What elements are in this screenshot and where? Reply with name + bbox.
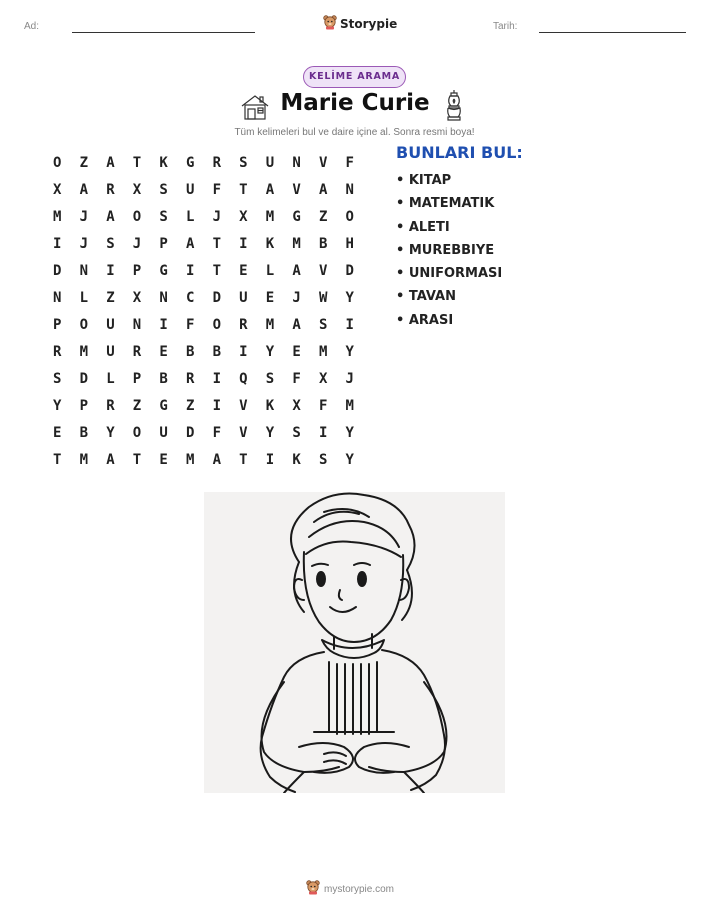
date-line[interactable] bbox=[539, 32, 686, 33]
grid-letter[interactable]: A bbox=[318, 181, 328, 198]
grid-letter[interactable]: Y bbox=[53, 397, 62, 414]
grid-letter[interactable]: E bbox=[53, 424, 62, 441]
footer-site[interactable]: mystorypie.com bbox=[324, 883, 395, 895]
grid-letter[interactable]: I bbox=[53, 235, 62, 252]
word-list-title: BUNLARI BUL: bbox=[396, 143, 523, 162]
grid-letter[interactable]: J bbox=[292, 289, 301, 306]
grid-letter[interactable]: O bbox=[212, 316, 221, 333]
grid-letter[interactable]: R bbox=[132, 343, 142, 360]
grid-row bbox=[48, 176, 367, 203]
grid-letter[interactable]: M bbox=[292, 235, 301, 252]
grid-letter[interactable]: N bbox=[132, 316, 142, 333]
grid-letter[interactable]: T bbox=[212, 235, 221, 252]
grid-letter[interactable]: F bbox=[292, 370, 301, 387]
grid-letter[interactable]: U bbox=[265, 154, 275, 171]
word-list-item: • TAVAN bbox=[396, 289, 456, 305]
grid-letter[interactable]: G bbox=[292, 208, 301, 225]
word-list-item: • ALETI bbox=[396, 219, 450, 235]
grid-letter[interactable]: T bbox=[132, 154, 142, 171]
grid-letter[interactable]: M bbox=[79, 451, 89, 468]
grid-letter[interactable]: V bbox=[292, 181, 301, 198]
grid-letter[interactable]: Y bbox=[345, 343, 354, 360]
grid-row bbox=[48, 257, 367, 284]
word-list-item: • ARASI bbox=[396, 312, 454, 328]
grid-letter[interactable]: T bbox=[239, 451, 248, 468]
grid-letter[interactable]: E bbox=[265, 289, 275, 306]
grid-letter[interactable]: T bbox=[132, 451, 142, 468]
page-title: Marie Curie bbox=[280, 90, 430, 116]
grid-letter[interactable]: N bbox=[53, 289, 62, 306]
grid-letter[interactable]: L bbox=[265, 262, 275, 279]
grid-letter[interactable]: V bbox=[239, 424, 248, 441]
grid-letter[interactable]: O bbox=[345, 208, 354, 225]
grid-letter[interactable]: F bbox=[212, 181, 221, 198]
grid-row bbox=[48, 392, 367, 419]
grid-letter[interactable]: S bbox=[292, 424, 301, 441]
grid-letter[interactable]: J bbox=[345, 370, 354, 387]
grid-letter[interactable]: O bbox=[53, 154, 62, 171]
grid-letter[interactable]: M bbox=[265, 316, 275, 333]
grid-letter[interactable]: T bbox=[212, 262, 221, 279]
grid-letter[interactable]: R bbox=[106, 181, 115, 198]
grid-letter[interactable]: L bbox=[79, 289, 89, 306]
grid-letter[interactable]: J bbox=[79, 235, 89, 252]
grid-letter[interactable]: R bbox=[53, 343, 62, 360]
grid-letter[interactable]: A bbox=[106, 208, 115, 225]
grid-letter[interactable]: I bbox=[159, 316, 168, 333]
word-list-item: • MUREBBIYE bbox=[396, 242, 495, 258]
grid-letter[interactable]: E bbox=[159, 451, 168, 468]
grid-letter[interactable]: V bbox=[318, 262, 328, 279]
grid-letter[interactable]: B bbox=[318, 235, 328, 252]
grid-letter[interactable]: P bbox=[159, 235, 168, 252]
grid-letter[interactable]: X bbox=[132, 289, 142, 306]
grid-letter[interactable]: I bbox=[212, 370, 221, 387]
grid-letter[interactable]: L bbox=[185, 208, 195, 225]
grid-letter[interactable]: N bbox=[79, 262, 89, 279]
grid-letter[interactable]: Q bbox=[239, 370, 248, 387]
grid-letter[interactable]: E bbox=[159, 343, 168, 360]
grid-letter[interactable]: S bbox=[318, 451, 328, 468]
grid-letter[interactable]: H bbox=[345, 235, 354, 252]
grid-letter[interactable]: R bbox=[185, 370, 195, 387]
grid-letter[interactable]: I bbox=[185, 262, 195, 279]
grid-letter[interactable]: S bbox=[265, 370, 275, 387]
oil-lamp-icon bbox=[444, 89, 464, 127]
grid-letter[interactable]: F bbox=[185, 316, 195, 333]
grid-letter[interactable]: X bbox=[239, 208, 248, 225]
grid-letter[interactable]: P bbox=[53, 316, 62, 333]
grid-letter[interactable]: A bbox=[265, 181, 275, 198]
grid-letter[interactable]: J bbox=[212, 208, 221, 225]
grid-row bbox=[48, 419, 367, 446]
word-list-item: • MATEMATIK bbox=[396, 196, 495, 212]
grid-letter[interactable]: B bbox=[159, 370, 168, 387]
activity-badge: KELİME ARAMA bbox=[303, 66, 406, 88]
grid-letter[interactable]: U bbox=[185, 181, 195, 198]
brand-name: Storypie bbox=[340, 17, 398, 31]
grid-letter[interactable]: U bbox=[239, 289, 248, 306]
brand-logo bbox=[323, 14, 397, 34]
grid-letter[interactable]: I bbox=[106, 262, 115, 279]
grid-letter[interactable]: G bbox=[185, 154, 195, 171]
grid-letter[interactable]: X bbox=[292, 397, 301, 414]
word-list-item: • KITAP bbox=[396, 173, 452, 188]
grid-letter[interactable]: F bbox=[318, 397, 328, 414]
grid-letter[interactable]: D bbox=[212, 289, 221, 306]
storypie-bear-icon bbox=[306, 879, 320, 899]
grid-letter[interactable]: S bbox=[159, 208, 168, 225]
grid-letter[interactable]: S bbox=[53, 370, 62, 387]
grid-letter[interactable]: J bbox=[132, 235, 142, 252]
grid-letter[interactable]: R bbox=[239, 316, 248, 333]
grid-letter[interactable]: I bbox=[265, 451, 275, 468]
grid-letter[interactable]: N bbox=[345, 181, 354, 198]
grid-letter[interactable]: I bbox=[212, 397, 221, 414]
grid-letter[interactable]: A bbox=[106, 154, 115, 171]
grid-letter[interactable]: K bbox=[292, 451, 301, 468]
grid-row bbox=[48, 284, 367, 311]
grid-letter[interactable]: M bbox=[265, 208, 275, 225]
grid-letter[interactable]: I bbox=[318, 424, 328, 441]
grid-letter[interactable]: O bbox=[132, 208, 142, 225]
grid-letter[interactable]: S bbox=[239, 154, 248, 171]
grid-letter[interactable]: M bbox=[53, 208, 62, 225]
grid-letter[interactable]: E bbox=[239, 262, 248, 279]
instructions: Tüm kelimeleri bul ve daire içine al. Sonra resmi boya! bbox=[234, 127, 475, 138]
word-search-grid bbox=[48, 149, 367, 473]
storypie-bear-icon bbox=[323, 14, 337, 34]
grid-letter[interactable]: K bbox=[159, 154, 168, 171]
grid-letter[interactable]: P bbox=[79, 397, 89, 414]
house-icon bbox=[240, 93, 270, 125]
grid-letter[interactable]: V bbox=[318, 154, 328, 171]
grid-letter[interactable]: Y bbox=[265, 424, 275, 441]
grid-letter[interactable]: Y bbox=[345, 451, 354, 468]
grid-letter[interactable]: A bbox=[79, 181, 89, 198]
grid-letter[interactable]: Y bbox=[265, 343, 275, 360]
grid-letter[interactable]: S bbox=[159, 181, 168, 198]
grid-letter[interactable]: W bbox=[318, 289, 328, 306]
grid-letter[interactable]: G bbox=[159, 262, 168, 279]
grid-letter[interactable]: M bbox=[79, 343, 89, 360]
grid-letter[interactable]: G bbox=[159, 397, 168, 414]
grid-row bbox=[48, 230, 367, 257]
grid-letter[interactable]: Y bbox=[106, 424, 115, 441]
grid-letter[interactable]: B bbox=[185, 343, 195, 360]
grid-letter[interactable]: A bbox=[292, 262, 301, 279]
grid-letter[interactable]: Z bbox=[318, 208, 328, 225]
name-label: Ad: bbox=[24, 21, 40, 32]
grid-letter[interactable]: M bbox=[345, 397, 354, 414]
grid-letter[interactable]: D bbox=[185, 424, 195, 441]
grid-letter[interactable]: Z bbox=[106, 289, 115, 306]
word-list bbox=[396, 171, 502, 334]
grid-letter[interactable]: B bbox=[79, 424, 89, 441]
grid-letter[interactable]: C bbox=[185, 289, 195, 306]
grid-letter[interactable]: N bbox=[292, 154, 301, 171]
grid-letter[interactable]: T bbox=[53, 451, 62, 468]
grid-letter[interactable]: F bbox=[345, 154, 354, 171]
grid-letter[interactable]: U bbox=[159, 424, 168, 441]
grid-letter[interactable]: Y bbox=[345, 424, 354, 441]
grid-letter[interactable]: P bbox=[132, 262, 142, 279]
grid-letter[interactable]: M bbox=[185, 451, 195, 468]
grid-letter[interactable]: X bbox=[318, 370, 328, 387]
grid-letter[interactable]: O bbox=[79, 316, 89, 333]
grid-letter[interactable]: S bbox=[106, 235, 115, 252]
grid-letter[interactable]: T bbox=[239, 181, 248, 198]
grid-letter[interactable]: L bbox=[106, 370, 115, 387]
grid-letter[interactable]: Z bbox=[185, 397, 195, 414]
footer bbox=[306, 879, 394, 899]
grid-letter[interactable]: Y bbox=[345, 289, 354, 306]
word-list-item: • UNIFORMASI bbox=[396, 266, 503, 282]
grid-letter[interactable]: K bbox=[265, 235, 275, 252]
grid-letter[interactable]: R bbox=[106, 397, 115, 414]
grid-letter[interactable]: E bbox=[292, 343, 301, 360]
grid-letter[interactable]: A bbox=[106, 451, 115, 468]
date-label: Tarih: bbox=[493, 21, 518, 32]
grid-letter[interactable]: I bbox=[345, 316, 354, 333]
grid-letter[interactable]: S bbox=[318, 316, 328, 333]
coloring-picture bbox=[204, 492, 505, 793]
grid-letter[interactable]: A bbox=[212, 451, 221, 468]
grid-letter[interactable]: J bbox=[79, 208, 89, 225]
grid-letter[interactable]: M bbox=[318, 343, 328, 360]
grid-letter[interactable]: A bbox=[292, 316, 301, 333]
grid-letter[interactable]: I bbox=[239, 343, 248, 360]
grid-letter[interactable]: I bbox=[239, 235, 248, 252]
grid-letter[interactable]: K bbox=[265, 397, 275, 414]
grid-letter[interactable]: F bbox=[212, 424, 221, 441]
grid-letter[interactable]: U bbox=[106, 316, 115, 333]
grid-letter[interactable]: N bbox=[159, 289, 168, 306]
grid-letter[interactable]: O bbox=[132, 424, 142, 441]
grid-letter[interactable]: A bbox=[185, 235, 195, 252]
grid-letter[interactable]: Z bbox=[132, 397, 142, 414]
grid-letter[interactable]: D bbox=[345, 262, 354, 279]
grid-letter[interactable]: D bbox=[53, 262, 62, 279]
grid-row bbox=[48, 311, 367, 338]
grid-letter[interactable]: R bbox=[212, 154, 221, 171]
grid-letter[interactable]: X bbox=[132, 181, 142, 198]
grid-letter[interactable]: D bbox=[79, 370, 89, 387]
grid-letter[interactable]: U bbox=[106, 343, 115, 360]
grid-row bbox=[48, 446, 367, 473]
grid-row bbox=[48, 203, 367, 230]
grid-letter[interactable]: B bbox=[212, 343, 221, 360]
grid-letter[interactable]: V bbox=[239, 397, 248, 414]
grid-letter[interactable]: X bbox=[53, 181, 62, 198]
grid-row bbox=[48, 149, 367, 176]
grid-row bbox=[48, 338, 367, 365]
grid-letter[interactable]: Z bbox=[79, 154, 89, 171]
grid-letter[interactable]: P bbox=[132, 370, 142, 387]
name-line[interactable] bbox=[72, 32, 255, 33]
grid-row bbox=[48, 365, 367, 392]
